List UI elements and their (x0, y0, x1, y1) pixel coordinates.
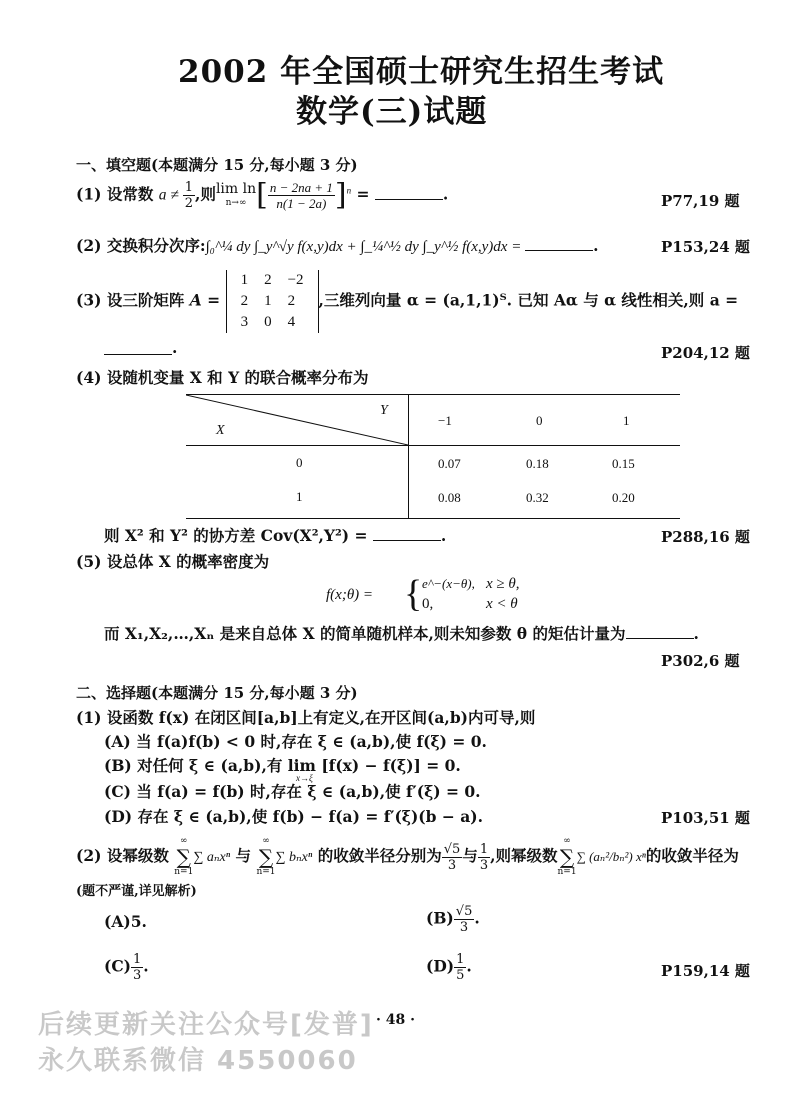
matrix-A (226, 270, 319, 333)
fill-question-4: (4) 设随机变量 X 和 Y 的联合概率分布为 (76, 368, 369, 387)
watermark-line-2: 永久联系微信 4550060 (38, 1046, 358, 1076)
table-cell: 0.20 (612, 490, 635, 505)
sum-symbol-3: ∞ ∑ n=1 (557, 836, 577, 877)
q2-answer-blank (525, 236, 593, 251)
watermark-line-1: 后续更新关注公众号[发普] (38, 1010, 374, 1040)
matrix-cell: 3 (240, 314, 249, 330)
question-note: (题不严谨,详见解析) (76, 884, 197, 899)
matrix-cell: −2 (287, 272, 304, 288)
matrix-cell: 0 (264, 314, 272, 330)
q1-power: n (346, 185, 352, 196)
choice-option-a: (A) 当 f(a)f(b) < 0 时,存在 ξ ∈ (a,b),使 f(ξ) = 0. (104, 732, 487, 751)
q3-answer-blank (104, 340, 172, 355)
q2-reference: P153,24 题 (661, 238, 750, 256)
fill-question-1: (1) 设常数 a ≠ $\frac{1}{2}$ ,则 lim ln n→∞ [ $\frac{n - 2na + 1}{n(1 - 2a)}$ ]$^n$ = . (76, 177, 449, 213)
table-col-header: 0 (536, 413, 543, 428)
matrix-cell: 2 (287, 293, 296, 309)
choice-q2-option-a: (A)5. (104, 912, 147, 931)
table-cell: 0.15 (612, 456, 635, 471)
table-cell: 0.08 (438, 490, 461, 505)
matrix-cell: 2 (264, 272, 272, 288)
fill-question-2: (2) 交换积分次序:∫₀^¼ dy ∫_y^√y f(x,y)dx + ∫_¼^½ dy ∫_y^½ f(x,y)dx = . (76, 236, 599, 255)
q1-limit: lim ln n→∞ (215, 180, 257, 208)
q5-answer-blank (626, 624, 694, 639)
choice-question-1: (1) 设函数 f(x) 在闭区间[a,b]上有定义,在开区间(a,b)内可导,则 (76, 708, 536, 727)
q1-answer-blank (375, 185, 443, 200)
joint-distribution-table (186, 394, 680, 519)
q1-reference: P77,19 题 (661, 192, 740, 210)
table-row-label: 1 (296, 489, 303, 504)
matrix-cell: 1 (240, 272, 249, 288)
q3-reference: P204,12 题 (661, 344, 750, 362)
q4-followup: 则 X² 和 Y² 的协方差 Cov(X²,Y²) = . (104, 526, 447, 545)
table-row-var: X (216, 423, 225, 438)
q1-then: ,则 (195, 184, 216, 204)
q5-reference: P302,6 题 (661, 652, 740, 670)
q4-reference: P288,16 题 (661, 528, 750, 546)
choice-q1-reference: P103,51 题 (661, 809, 750, 827)
q1-cond: a ≠ (158, 186, 183, 204)
option-b-limit-subscript: x→ξ (296, 773, 313, 783)
table-cell: 0.07 (438, 456, 461, 471)
fill-question-3: (3) 设三阶矩阵 A = 1 2 −2 2 1 2 3 0 4 ,三维列向量 α = (a,1,1)ᵀ. 已知 Aα 与 α 线性相关,则 a = (76, 270, 738, 333)
table-cell: 0.18 (526, 456, 549, 471)
q1-fraction: $\frac{n - 2na + 1}{n(1 - 2a)}$ (269, 180, 333, 211)
section2-heading: 二、选择题(本题满分 15 分,每小题 3 分) (76, 684, 358, 702)
section1-heading: 一、填空题(本题满分 15 分,每小题 3 分) (76, 156, 358, 174)
q5-followup: 而 X₁,X₂,…,Xₙ 是来自总体 X 的简单随机样本,则未知参数 θ 的矩估计量为 . (104, 624, 699, 643)
radius-1: $\frac{√5}{3}$ (443, 841, 461, 873)
choice-option-b: (B) 对任何 ξ ∈ (a,b),有 lim [f(x) − f(ξ)] = 0. (104, 756, 461, 775)
choice-option-c: (C) 当 f(a) = f(b) 时,存在 ξ ∈ (a,b),使 f′(ξ) = 0. (104, 782, 481, 801)
q1-prefix: (1) 设常数 (76, 184, 159, 204)
sum-symbol-1: ∞ ∑ n=1 (174, 836, 194, 877)
page-number: · 48 · (376, 1012, 415, 1028)
choice-q2-option-c: (C) $\frac{1}{3}$ . (104, 952, 149, 983)
choice-q2-reference: P159,14 题 (661, 962, 750, 980)
table-row-label: 0 (296, 455, 303, 470)
q1-half: $\frac{1}{2}$ (184, 180, 194, 211)
radius-2: $\frac{1}{3}$ (479, 841, 489, 873)
page-title: 2002 年全国硕士研究生招生考试 (178, 54, 665, 90)
matrix-cell: 4 (287, 314, 296, 330)
matrix-cell: 2 (240, 293, 249, 309)
choice-option-d: (D) 存在 ξ ∈ (a,b),使 f(b) − f(a) = f′(ξ)(b − a). (104, 807, 484, 826)
matrix-cell: 1 (264, 293, 272, 309)
choice-question-2: (2) 设幂级数 ∞ ∑ n=1 ∑ aₙxⁿ 与 ∞ ∑ n=1 ∑ bₙxⁿ 的收敛半径分别为 $\frac{√5}{3}$ 与 $\frac{1}{3}$ ,则幂级数 ∞ ∑ n=1 ∑ (aₙ²/bₙ²) xⁿ的收敛半径为 (76, 836, 739, 877)
q2-integral-expression: ∫₀^¼ dy ∫_y^√y f(x,y)dx + ∫_¼^½ dy ∫_y^½ f(x,y)dx = (205, 239, 526, 255)
page-subtitle: 数学(三)试题 (296, 94, 488, 130)
table-col-header: 1 (623, 413, 630, 428)
choice-q2-option-b: (B) $\frac{√5}{3}$ . (426, 904, 480, 935)
table-col-var: Y (380, 403, 388, 418)
choice-q2-option-d: (D) $\frac{1}{5}$ . (426, 952, 472, 983)
fill-question-5: (5) 设总体 X 的概率密度为 (76, 552, 270, 571)
q4-answer-blank (373, 526, 441, 541)
table-col-header: −1 (438, 413, 452, 428)
sum-symbol-2: ∞ ∑ n=1 (256, 836, 276, 877)
table-cell: 0.32 (526, 490, 549, 505)
